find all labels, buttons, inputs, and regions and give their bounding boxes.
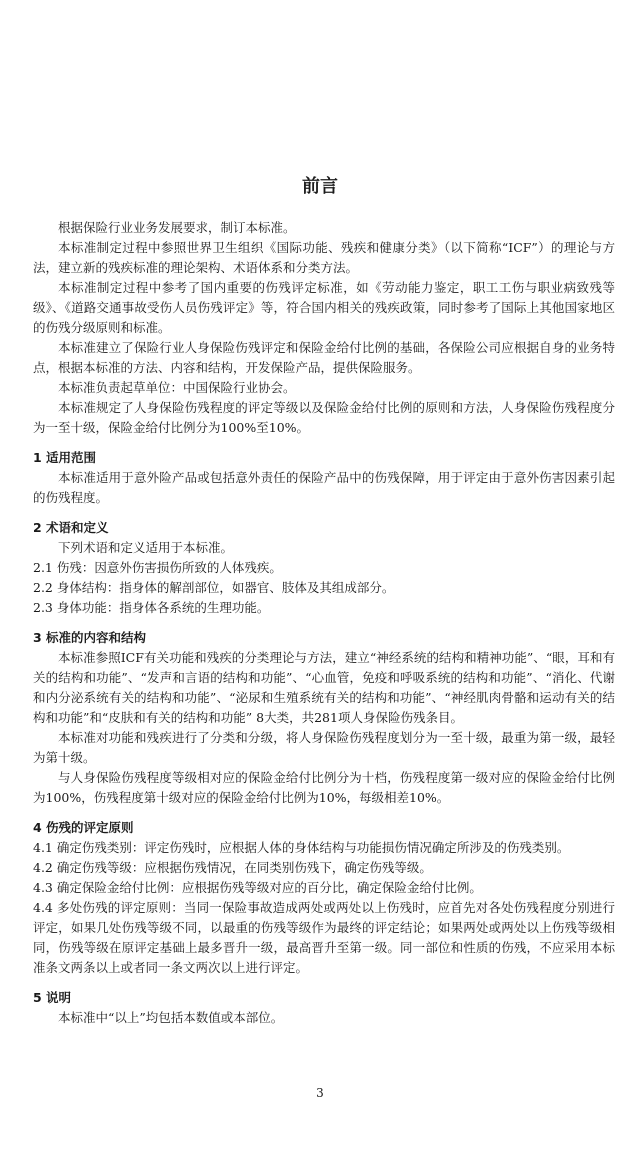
- principle-item: 4.1 确定伤残类别：评定伤残时，应根据人体的身体结构与功能损伤情况确定所涉及的伤残类别。: [33, 840, 570, 855]
- section-paragraph: 与人身保险伤残程度等级相对应的保险金给付比例分为十档，伤残程度第一级对应的保险金给付比例为100%，伤残程度第十级对应的保险金给付比例为10%，每级相差10%。: [33, 770, 615, 805]
- section-heading: 5 说明: [33, 990, 72, 1005]
- section-paragraph: 本标准中“以上”均包括本数值或本部位。: [58, 1010, 284, 1025]
- section-heading: 2 术语和定义: [33, 520, 109, 535]
- content-structure-section: [33, 628, 615, 808]
- section-heading: 4 伤残的评定原则: [33, 820, 134, 835]
- section-paragraph: 本标准参照ICF有关功能和残疾的分类理论与方法，建立“神经系统的结构和精神功能”、“眼，耳和有关的结构和功能”、“发声和言语的结构和功能”、“心血管，免疫和呼吸系统的结构和功能”、“消化、代谢和内分泌系统有关的结构和功能”、“泌尿和生殖系统有关的结构和功能”、“神经肌肉骨骼和运动有关的结构和功能”和“皮肤和有关的结构和功能” 8大类，共281项人身保险伤残条目。: [33, 650, 615, 725]
- definition-item: 2.1 伤残：因意外伤害损伤所致的人体残疾。: [33, 560, 282, 575]
- foreword-paragraph: 本标准制定过程中参照世界卫生组织《国际功能、残疾和健康分类》（以下简称“ICF”）的理论与方法，建立新的残疾标准的理论架构、术语体系和分类方法。: [33, 240, 615, 275]
- document-body: [33, 218, 615, 1028]
- scope-section: [33, 448, 615, 508]
- foreword-paragraph: 根据保险行业业务发展要求，制订本标准。: [58, 220, 296, 235]
- page-number: 3: [316, 1086, 324, 1100]
- page-title: 前言: [302, 176, 338, 197]
- section-paragraph: 本标准适用于意外险产品或包括意外责任的保险产品中的伤残保障，用于评定由于意外伤害因素引起的伤残程度。: [33, 470, 615, 505]
- definition-item: 2.3 身体功能：指身体各系统的生理功能。: [33, 600, 270, 615]
- notes-section: [33, 988, 615, 1028]
- foreword-paragraph: 本标准规定了人身保险伤残程度的评定等级以及保险金给付比例的原则和方法，人身保险伤残程度分为一至十级，保险金给付比例分为100%至10%。: [33, 400, 615, 435]
- principle-item: 4.4 多处伤残的评定原则：当同一保险事故造成两处或两处以上伤残时，应首先对各处伤残程度分别进行评定，如果几处伤残等级不同，以最重的伤残等级作为最终的评定结论；如果两处或两处以上伤残等级相同，伤残等级在原评定基础上最多晋升一级，最高晋升至第一级。同一部位和性质的伤残，不应采用本标准条文两条以上或者同一条文两次以上进行评定。: [33, 900, 615, 975]
- terms-section: [33, 518, 615, 618]
- section-heading: 3 标准的内容和结构: [33, 630, 147, 645]
- principle-item: 4.2 确定伤残等级：应根据伤残情况，在同类别伤残下，确定伤残等级。: [33, 860, 432, 875]
- section-paragraph: 本标准对功能和残疾进行了分类和分级，将人身保险伤残程度划分为一至十级，最重为第一级，最轻为第十级。: [33, 730, 615, 765]
- assessment-principles-section: [33, 818, 615, 978]
- foreword-paragraph: 本标准制定过程中参考了国内重要的伤残评定标准，如《劳动能力鉴定，职工工伤与职业病致残等级》、《道路交通事故受伤人员伤残评定》等，符合国内相关的残疾政策，同时参考了国际上其他国家地区的伤残分级原则和标准。: [33, 280, 615, 335]
- principle-item: 4.3 确定保险金给付比例：应根据伤残等级对应的百分比，确定保险金给付比例。: [33, 880, 482, 895]
- foreword-paragraph: 本标准建立了保险行业人身保险伤残评定和保险金给付比例的基础，各保险公司应根据自身的业务特点，根据本标准的方法、内容和结构，开发保险产品，提供保险服务。: [33, 340, 615, 375]
- definition-item: 2.2 身体结构：指身体的解剖部位，如器官、肢体及其组成部分。: [33, 580, 395, 595]
- foreword-section: [33, 218, 615, 438]
- foreword-paragraph: 本标准负责起草单位：中国保险行业协会。: [58, 380, 296, 395]
- section-heading: 1 适用范围: [33, 450, 97, 465]
- section-paragraph: 下列术语和定义适用于本标准。: [58, 540, 234, 555]
